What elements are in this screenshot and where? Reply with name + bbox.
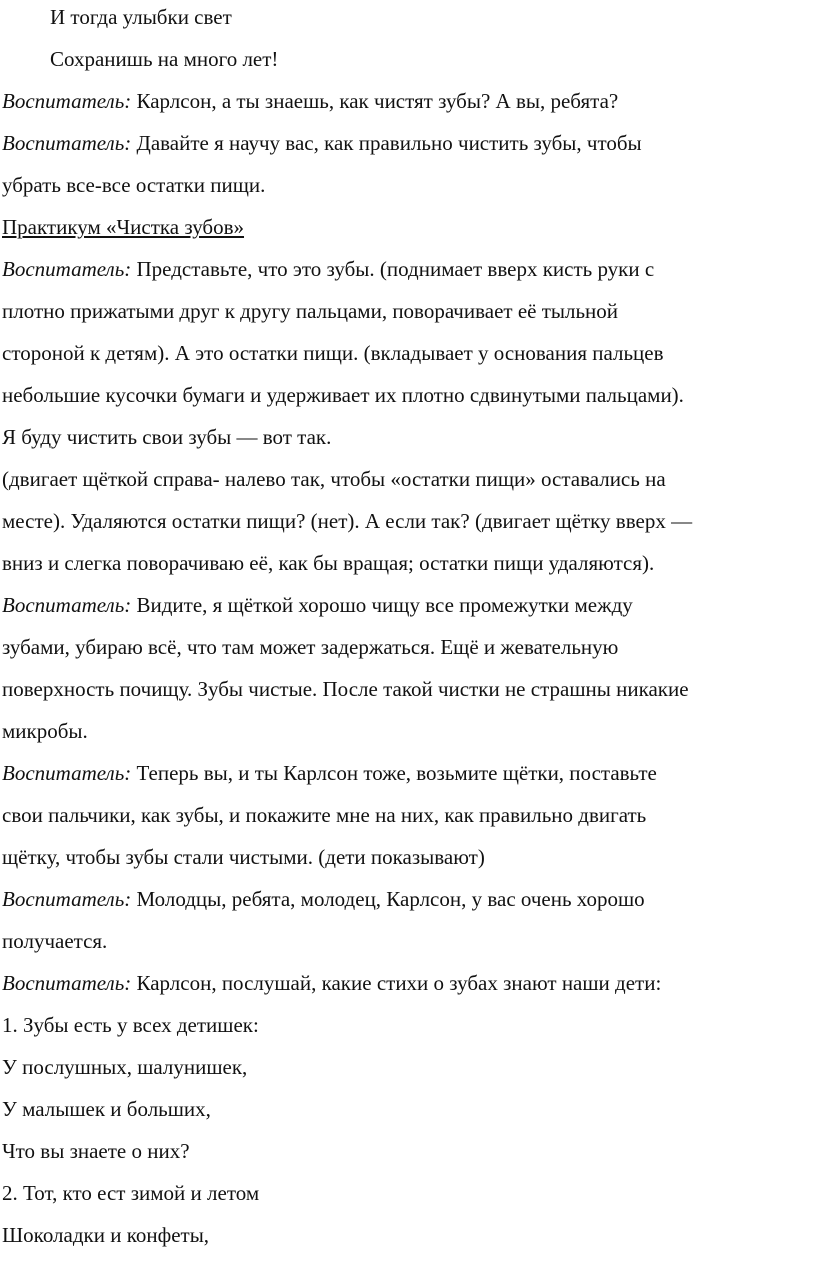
poem-line: 1. Зубы есть у всех детишек:: [2, 1013, 259, 1037]
text-line: получается.: [2, 929, 108, 953]
dialogue-text: Карлсон, а ты знаешь, как чистят зубы? А вы, ребята?: [131, 89, 619, 113]
poem-line: И тогда улыбки свет: [50, 5, 232, 29]
poem-line: Что вы знаете о них?: [2, 1139, 190, 1163]
poem-line: У послушных, шалунишек,: [2, 1055, 248, 1079]
text-line: щётку, чтобы зубы стали чистыми. (дети показывают): [2, 845, 485, 869]
speaker-label: Воспитатель:: [2, 89, 132, 113]
dialogue-line: [2, 256, 654, 282]
text-line: стороной к детям). А это остатки пищи. (вкладывает у основания пальцев: [2, 341, 664, 365]
dialogue-line: [2, 130, 642, 156]
dialogue-text: Теперь вы, и ты Карлсон тоже, возьмите щётки, поставьте: [131, 761, 657, 785]
text-line: микробы.: [2, 719, 88, 743]
text-line: убрать все-все остатки пищи.: [2, 173, 266, 197]
dialogue-text: Видите, я щёткой хорошо чищу все промежутки между: [131, 593, 633, 617]
speaker-label: Воспитатель:: [2, 131, 132, 155]
poem-line: 2. Тот, кто ест зимой и летом: [2, 1181, 260, 1205]
text-line: небольшие кусочки бумаги и удерживает их плотно сдвинутыми пальцами).: [2, 383, 684, 407]
speaker-label: Воспитатель:: [2, 257, 132, 281]
dialogue-line: [2, 886, 645, 912]
text-line: свои пальчики, как зубы, и покажите мне на них, как правильно двигать: [2, 803, 647, 827]
dialogue-text: Карлсон, послушай, какие стихи о зубах знают наши дети:: [131, 971, 662, 995]
section-heading: Практикум «Чистка зубов»: [2, 215, 245, 239]
dialogue-text: Представьте, что это зубы. (поднимает вверх кисть руки с: [131, 257, 655, 281]
speaker-label: Воспитатель:: [2, 761, 132, 785]
text-line: зубами, убираю всё, что там может задержаться. Ещё и жевательную: [2, 635, 619, 659]
dialogue-text: Давайте я научу вас, как правильно чистить зубы, чтобы: [131, 131, 642, 155]
dialogue-line: [2, 970, 661, 996]
poem-line: Сохранишь на много лет!: [50, 47, 279, 71]
speaker-label: Воспитатель:: [2, 971, 132, 995]
text-line: Я буду чистить свои зубы — вот так.: [2, 425, 332, 449]
poem-line: У малышек и больших,: [2, 1097, 211, 1121]
speaker-label: Воспитатель:: [2, 593, 132, 617]
poem-line: Шоколадки и конфеты,: [2, 1223, 210, 1247]
text-line: (двигает щёткой справа- налево так, чтобы «остатки пищи» оставались на: [2, 467, 666, 491]
dialogue-text: Молодцы, ребята, молодец, Карлсон, у вас очень хорошо: [131, 887, 645, 911]
text-line: плотно прижатыми друг к другу пальцами, поворачивает её тыльной: [2, 299, 619, 323]
dialogue-line: [2, 760, 657, 786]
text-line: поверхность почищу. Зубы чистые. После такой чистки не страшны никакие: [2, 677, 689, 701]
speaker-label: Воспитатель:: [2, 887, 132, 911]
dialogue-line: [2, 592, 633, 618]
text-line: месте). Удаляются остатки пищи? (нет). А если так? (двигает щётку вверх —: [2, 509, 693, 533]
text-line: вниз и слегка поворачиваю её, как бы вращая; остатки пищи удаляются).: [2, 551, 655, 575]
dialogue-line: [2, 88, 618, 114]
